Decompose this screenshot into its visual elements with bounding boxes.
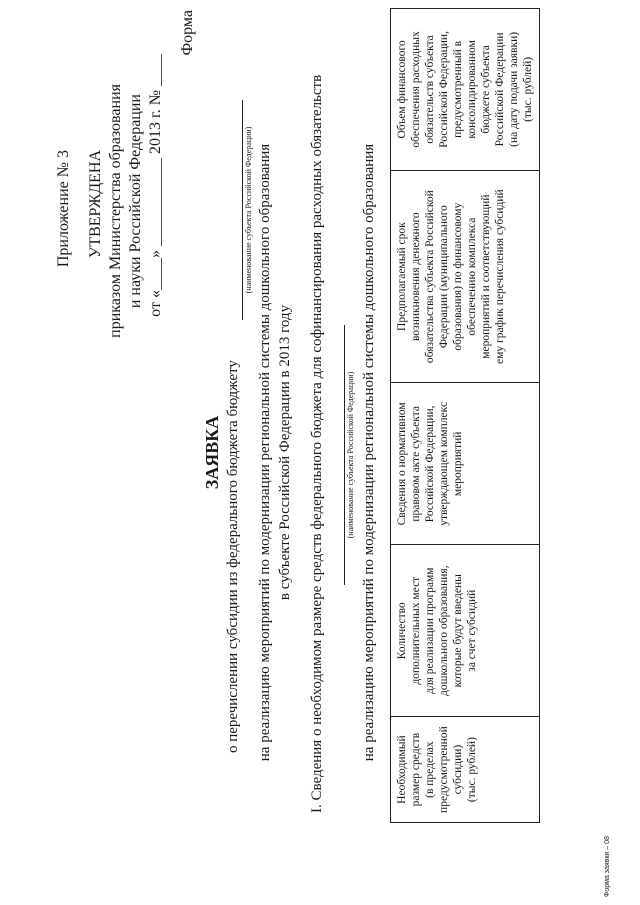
table-header-line: ему график перечисления субсидий xyxy=(494,189,506,364)
table-header-line: за счет субсидий xyxy=(466,589,478,672)
col-financing-volume xyxy=(391,9,540,171)
table-header-line: обеспечению комплекса xyxy=(466,217,478,336)
col-normative-act xyxy=(391,383,540,545)
table-header-line: Российской Федерации, xyxy=(438,31,450,148)
order-line-2: и науки Российской Федерации xyxy=(127,94,144,309)
subject-caption-1: (наименование субъекта Российской Федерации) xyxy=(244,126,253,294)
col-obligation-term xyxy=(391,170,540,383)
table-header-line: (тыс. рублей) xyxy=(522,56,534,122)
table-header-line: дополнительных мест xyxy=(410,576,422,685)
table-header-line: Объем финансового xyxy=(396,40,408,139)
table-header-line: обеспечения расходных xyxy=(410,31,422,148)
title-line-3: в субъекте Российской Федерации в 2013 году xyxy=(277,304,293,601)
order-date-line: от «____» ___________ 2013 г. № ____ xyxy=(147,54,164,317)
subject-blank-line-1 xyxy=(242,100,243,320)
table-header-line: правовом акте субъекта xyxy=(410,406,422,522)
table-header-line: обязательства субъекта Российской xyxy=(424,190,436,364)
subject-caption-2: (наименование субъекта Российской Федерации) xyxy=(346,371,355,539)
table-header-line: мероприятий xyxy=(452,431,464,497)
title-line-1: о перечислении субсидии из федерального бюджета бюджету xyxy=(225,360,241,753)
table-header-line: (тыс. рублей) xyxy=(466,737,478,803)
table-header-line: Количество xyxy=(396,602,408,660)
table-header-line: (на дату подачи заявки) xyxy=(508,31,520,147)
table-header-line: которые будут введены xyxy=(452,574,464,688)
approved-label: УТВЕРЖДЕНА xyxy=(87,150,104,259)
table-header-line: предусмотренный в xyxy=(452,40,464,138)
table-header-line: субсидии) xyxy=(452,744,464,795)
table-header-line: возникновения денежного xyxy=(410,212,422,341)
table-header-line: Российской Федерации xyxy=(494,32,506,147)
col-additional-places xyxy=(391,545,540,717)
table-header-line: размер средств xyxy=(410,732,422,807)
table-header-line: для реализации программ xyxy=(424,567,436,695)
col-required-funds xyxy=(391,717,540,823)
subject-blank-line-2 xyxy=(344,325,345,585)
order-line-1: приказом Министерства образования xyxy=(107,84,124,338)
table-header-line: Федерации (муниципального xyxy=(438,205,450,349)
table-header-line: предусмотренной xyxy=(438,726,450,813)
table-header-line: консолидированном xyxy=(466,40,478,139)
table-header-line: обязательств субъекта xyxy=(424,35,436,144)
table-header-line: Необходимый xyxy=(396,735,408,804)
table-header-line: мероприятий и соответствующий xyxy=(480,194,492,359)
document-title: ЗАЯВКА xyxy=(202,415,222,490)
table-header-line: (в пределах xyxy=(424,741,436,798)
table-header-row xyxy=(391,9,540,823)
appendix-label: Приложение № 3 xyxy=(55,150,72,268)
section-1-line-2: на реализацию мероприятий по модернизации региональной системы дошкольного образования xyxy=(361,143,377,762)
subsidy-table xyxy=(390,8,540,823)
table-header-line: образования) по финансовому xyxy=(452,202,464,351)
table-header-line: Сведения о нормативном xyxy=(396,402,408,526)
table-header-line: Российской Федерации, xyxy=(424,405,436,523)
footer-form-code: Форма заявки – 08 xyxy=(604,836,611,897)
table-header-line: Предполагаемый срок xyxy=(396,222,408,331)
table-header-line: дошкольного образования, xyxy=(438,565,450,696)
table-header-line: утверждающем комплекс xyxy=(438,401,450,526)
section-1-heading: I. Сведения о необходимом размере средств федерального бюджета для софинансирования расходных обязательств xyxy=(309,74,325,813)
table-header-line: бюджете субъекта xyxy=(480,45,492,134)
form-label: Форма xyxy=(179,10,196,56)
title-line-2: на реализацию мероприятий по модернизации региональной системы дошкольного образования xyxy=(257,143,273,762)
